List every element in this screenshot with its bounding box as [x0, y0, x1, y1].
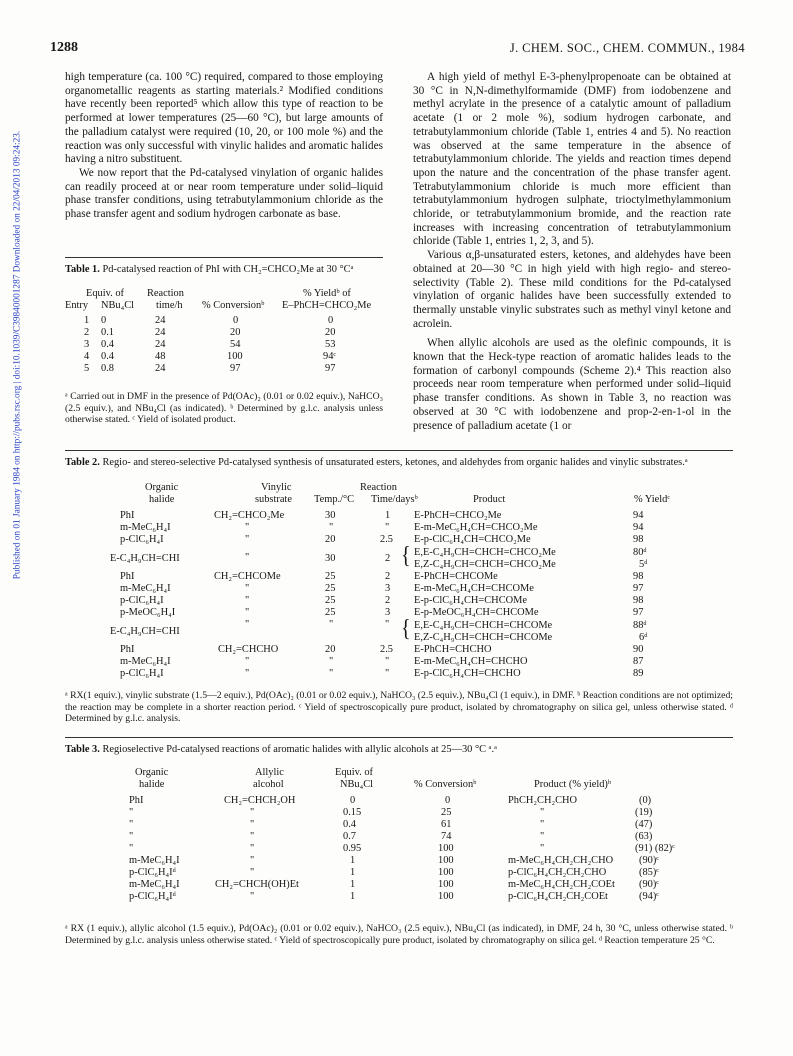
table3-header-halide: halide: [139, 779, 165, 790]
table2-cell-yield: 97: [633, 607, 644, 618]
table1-cell: 24: [155, 315, 166, 326]
table1-cell: 94ᶜ: [323, 351, 337, 362]
table2-cell-product: E-p-ClC₆H₄CH=CHCOMe: [414, 595, 527, 606]
table2-cell-halide: m-MeC₆H₄I: [120, 656, 171, 667]
table3-cell-product: PhCH₂CH₂CHO: [508, 795, 578, 806]
table2-header-temp: Temp./°C: [314, 494, 355, 505]
table2-cell-temp: 20: [325, 534, 336, 545]
right-column-text: [413, 71, 731, 433]
table2-cell-substrate: ": [245, 607, 250, 618]
table2-cell-product: E,E-C₄H₉CH=CHCH=CHCOMe: [414, 620, 553, 631]
table1-header-reaction: Reaction: [147, 288, 184, 299]
table3-cell-alcohol: ": [250, 831, 255, 842]
table2-cell-substrate: ": [245, 668, 250, 679]
table3-cell-yield: (91) (82)ᶜ: [635, 843, 675, 854]
table2-cell-yield: 98: [633, 571, 644, 582]
table1-cell: 2: [84, 327, 90, 338]
table3-cell-equiv: 0: [350, 795, 356, 806]
table3-header-organic: Organic: [135, 767, 169, 778]
table2-footnote: ᵃ RX(1 equiv.), vinylic substrate (1.5—2 equiv.), Pd(OAc)₂ (0.01 or 0.02 equiv.), NaHCO₃ (2.5 equiv.), NBu₄Cl (1 equiv.), in DMF. ᵇ Reaction conditions are not optimized; the reaction may be complete in a shorter reaction period. ᶜ Yield of spectroscopically pure product, isolated by chromatography on silica gel, unless otherwise stated. ᵈ Determined by g.l.c. analysis.: [65, 690, 733, 725]
table2-header-halide: halide: [149, 494, 175, 505]
table3-cell-equiv: 0.95: [343, 843, 362, 854]
table1-header-time: time/h: [156, 300, 183, 311]
table2-cell-temp: 25: [325, 595, 336, 606]
table2-cell-temp: 25: [325, 583, 336, 594]
table3-header-allylic: Allylic: [255, 767, 284, 778]
table3-caption-text: Regioselective Pd-catalysed reactions of aromatic halides with allylic alcohols at 25—30 °C ᵃ.ᵃ: [99, 744, 497, 755]
journal-title: J. CHEM. SOC., CHEM. COMMUN., 1984: [509, 41, 745, 55]
table3-header-alcohol: alcohol: [253, 779, 284, 790]
table2-cell-yield: 87: [633, 656, 644, 667]
table2-caption-label: Table 2.: [65, 457, 100, 468]
right-paragraph-3: When allylic alcohols are used as the olefinic compounds, it is known that the Heck-type reaction of aromatic halides leads to the formation of carbonyl compounds (Scheme 2).⁴ This reaction also proceeds near room temperature when performed under solid–liquid phase transfer conditions. As shown in Table 3, no reaction was observed at 30 °C with iodobenzene and prop-2-en-1-ol in the presence of palladium acetate (1 or: [413, 337, 731, 432]
table3-cell-equiv: 0.7: [343, 831, 356, 842]
table2-cell-temp: 25: [325, 607, 336, 618]
table3-cell-alcohol: ": [250, 855, 255, 866]
table3-cell-alcohol: ": [250, 843, 255, 854]
table1-caption-label: Table 1.: [65, 264, 100, 275]
table2-caption: [65, 457, 733, 470]
table3-cell-halide: PhI: [129, 795, 144, 806]
table3-cell-yield: (94)ᶜ: [639, 891, 659, 902]
table2-header-product: Product: [473, 494, 506, 505]
table2-cell-product-b: E,Z-C₄H₉CH=CHCH=CHCOMe: [414, 632, 553, 643]
table3-header-conversion: % Conversionᵇ: [414, 779, 477, 790]
table2-cell-halide: E-C₄H₉CH=CHI: [110, 553, 180, 564]
table3-cell-conversion: 100: [438, 843, 454, 854]
table3-cell-yield: (19): [635, 807, 653, 818]
table1-cell: 48: [155, 351, 166, 362]
table2-cell-halide: p-MeOC₆H₄I: [120, 607, 176, 618]
table1-cell: 53: [325, 339, 336, 350]
table3-cell-conversion: 74: [441, 831, 452, 842]
table2-cell-time: 2: [385, 595, 391, 606]
table3-cell-yield: (0): [639, 795, 652, 806]
right-paragraph-1: A high yield of methyl E-3-phenylpropenoate can be obtained at 30 °C in N,N-dimethylformamide (DMF) from iodobenzene and methyl acrylate in the presence of a catalytic amount of palladium acetate (1 or 2 mole %), sodium hydrogen carbonate, and tetrabutylammonium chloride (Table 1, entries 4 and 5). No reaction was observed at the same temperature in the absence of tetrabutylammonium chloride. The yields and reaction times depend upon the nature and the concentration of the phase transfer agent. Tetrabutylammonium chloride is much more efficient than tetrabutylammonium hydrogen sulphate, trioctylmethylammonium chloride, or tetrabutylammonium bromide, and the reaction rate increases with increasing concentration of tetrabutylammonium chloride (Table 1, entries 1, 2, 3, and 5).: [413, 71, 731, 248]
table1-header-conversion: % Conversionᵇ: [202, 300, 265, 311]
table3-cell-product: p-ClC₆H₄CH₂CH₂CHO: [508, 867, 607, 878]
table1-header-yield: % Yieldᵇ of: [303, 288, 351, 299]
table2-cell-product: E-PhCH=CHCO₂Me: [414, 510, 502, 521]
table2-cell-product: E-m-MeC₆H₄CH=CHCO₂Me: [414, 522, 538, 533]
table1-cell: 0.1: [101, 327, 114, 338]
table2-cell-halide: m-MeC₆H₄I: [120, 583, 171, 594]
table1-cell: 3: [84, 339, 90, 350]
table2-cell-time: 2: [385, 553, 391, 564]
table2-cell-time: 2.5: [380, 644, 393, 655]
table2-cell-halide: m-MeC₆H₄I: [120, 522, 171, 533]
right-paragraph-2: Various α,β-unsaturated esters, ketones, and aldehydes have been obtained at 20—30 °C in high yield with high regio- and stereo-selectivity (Table 2). These mild conditions for the Pd-catalysed vinylation of organic halides have been successfully extended to thermally unstable vinylic substrates such as methyl vinyl ketone and acrolein.: [413, 249, 731, 330]
table3-cell-conversion: 100: [438, 867, 454, 878]
table2-cell-yield: 94: [633, 522, 644, 533]
table2-cell-yield: 80ᵈ: [633, 547, 647, 558]
table1-cell: 20: [230, 327, 241, 338]
table2-cell-substrate: ": [245, 534, 250, 545]
table2-cell-substrate: ": [245, 552, 250, 563]
table3-footnote: ᵃ RX (1 equiv.), allylic alcohol (1.5 equiv.), Pd(OAc)₂ (0.01 or 0.02 equiv.), NaHCO₃ (2.5 equiv.), NBu₄Cl (as indicated), in DMF, 24 h, 30 °C, unless otherwise stated. ᵇ Determined by g.l.c. analysis unless otherwise stated. ᶜ Yield of spectroscopically pure product, isolated by chromatography on silica gel. ᵈ Reaction temperature 25 °C.: [65, 923, 733, 946]
table3-cell-product: ": [540, 819, 545, 830]
table2-cell-time: ": [385, 656, 390, 667]
table3-cell-yield: (85)ᶜ: [639, 867, 659, 878]
table3-cell-product: m-MeC₆H₄CH₂CH₂COEt: [508, 879, 615, 890]
table3-cell-equiv: 1: [350, 879, 356, 890]
table2-cell-halide: p-ClC₆H₄I: [120, 668, 164, 679]
table3-cell-conversion: 100: [438, 879, 454, 890]
table2-cell-time: 3: [385, 583, 391, 594]
table1-header-entry: Entry: [65, 300, 89, 311]
table3-cell-alcohol: ": [250, 819, 255, 830]
download-notice-sidebar: [4, 120, 32, 590]
table1-header-nbu4cl: NBu₄Cl: [101, 300, 135, 311]
table1-cell: 0: [233, 315, 239, 326]
table3-cell-halide: p-ClC₆H₄Iᵈ: [129, 891, 176, 902]
table2-cell-halide: E-C₄H₉CH=CHI: [110, 626, 180, 637]
table2-cell-yield: 94: [633, 510, 644, 521]
table2-cell-product: E-p-ClC₆H₄CH=CHCO₂Me: [414, 534, 531, 545]
table1-cell: 100: [227, 351, 243, 362]
table3-cell-halide: m-MeC₆H₄I: [129, 855, 180, 866]
left-column-text: [65, 71, 383, 222]
table3-cell-halide: ": [129, 807, 134, 818]
table3-cell-halide: ": [129, 819, 134, 830]
table1-cell: 1: [84, 315, 90, 326]
table2-cell-yield: 90: [633, 644, 644, 655]
table2-cell-halide: p-ClC₆H₄I: [120, 534, 164, 545]
table2-header-yield: % Yieldᶜ: [634, 494, 671, 505]
table3: [65, 767, 733, 907]
table2-cell-yield-b: 5ᵈ: [639, 559, 648, 570]
table1-cell: 0.4: [101, 339, 114, 350]
table3-cell-halide: m-MeC₆H₄I: [129, 879, 180, 890]
table2-cell-product: E-m-MeC₆H₄CH=CHCHO: [414, 656, 528, 667]
table3-cell-halide: p-ClC₆H₄Iᵈ: [129, 867, 176, 878]
table2-cell-product-b: E,Z-C₄H₉CH=CHCH=CHCO₂Me: [414, 559, 556, 570]
table3-caption-label: Table 3.: [65, 744, 100, 755]
table1-cell: 0.4: [101, 351, 114, 362]
table2-cell-halide: PhI: [120, 644, 135, 655]
table2-cell-substrate: ": [245, 619, 250, 630]
table2-cell-time: 2: [385, 571, 391, 582]
table3-cell-equiv: 0.15: [343, 807, 362, 818]
table3-caption: [65, 744, 733, 757]
table3-cell-halide: ": [129, 831, 134, 842]
table2-cell-time: 1: [385, 510, 391, 521]
table3-cell-conversion: 0: [445, 795, 451, 806]
table2-cell-substrate: CH₂=CHCOMe: [214, 571, 281, 582]
table2-cell-yield: 97: [633, 583, 644, 594]
table3-cell-product: p-ClC₆H₄CH₂CH₂COEt: [508, 891, 608, 902]
table3-cell-yield: (90)ᶜ: [639, 855, 659, 866]
table2-header-reaction: Reaction: [360, 482, 397, 493]
table2-cell-temp: 20: [325, 644, 336, 655]
table3-cell-yield: (90)ᶜ: [639, 879, 659, 890]
page-number: 1288: [50, 40, 78, 55]
table3-top-rule: [65, 737, 733, 738]
table3-header-nbu4cl: NBu₄Cl: [340, 779, 374, 790]
left-paragraph-1: high temperature (ca. 100 °C) required, compared to those employing organometallic reagents as starting materials.² Modified conditions have recently been reported⁵ which allow this type of reaction to be performed at lower temperatures (25—60 °C), but large amounts of the palladium catalyst were required (10, 20, or 100 mole %) and the reaction was only successful with vinylic halides and aromatic halides having a nitro substituent.: [65, 71, 383, 166]
table2-cell-substrate: ": [245, 522, 250, 533]
table1-cell: 0: [101, 315, 107, 326]
table2-cell-time: ": [385, 668, 390, 679]
table2-cell-temp: ": [329, 656, 334, 667]
table3-cell-yield: (47): [635, 819, 653, 830]
table2-cell-product: E-PhCH=CHCOMe: [414, 571, 498, 582]
table3-cell-conversion: 100: [438, 891, 454, 902]
table2-cell-product: E-m-MeC₆H₄CH=CHCOMe: [414, 583, 534, 594]
table3-cell-equiv: 0.4: [343, 819, 356, 830]
table2-cell-time: ": [385, 619, 390, 630]
table3-cell-conversion: 100: [438, 855, 454, 866]
table3-cell-equiv: 1: [350, 891, 356, 902]
table2-cell-halide: PhI: [120, 571, 135, 582]
table2-cell-temp: ": [329, 619, 334, 630]
table1-cell: 97: [230, 363, 241, 374]
table1-cell: 5: [84, 363, 90, 374]
table1-cell: 54: [230, 339, 241, 350]
table3-cell-conversion: 61: [441, 819, 452, 830]
table2-cell-product: E-p-ClC₆H₄CH=CHCHO: [414, 668, 521, 679]
table2-cell-temp: 30: [325, 553, 336, 564]
table2-header-organic: Organic: [145, 482, 179, 493]
table2-cell-substrate: ": [245, 656, 250, 667]
table2-cell-halide: PhI: [120, 510, 135, 521]
table2-top-rule: [65, 450, 733, 451]
table2-cell-substrate: ": [245, 583, 250, 594]
table3-cell-conversion: 25: [441, 807, 452, 818]
table2-header-substrate: substrate: [255, 494, 292, 505]
table1-cell: 4: [84, 351, 90, 362]
table1-caption-text: Pd-catalysed reaction of PhI with CH₂=CHCO₂Me at 30 °Cᵃ: [99, 264, 354, 275]
table3-cell-product: ": [540, 807, 545, 818]
table1-cell: 20: [325, 327, 336, 338]
table1-cell: 24: [155, 327, 166, 338]
table2-cell-product: E-p-MeOC₆H₄CH=CHCOMe: [414, 607, 539, 618]
table2-cell-time: 3: [385, 607, 391, 618]
table2-brace: {: [401, 615, 411, 643]
table1-top-rule: [65, 257, 383, 258]
table2-header-time: Time/daysᵇ: [371, 494, 418, 505]
table3-cell-alcohol: ": [250, 891, 255, 902]
table2-cell-substrate: CH₂=CHCHO: [218, 644, 279, 655]
table3-cell-alcohol: ": [250, 807, 255, 818]
table1: [65, 288, 383, 388]
table1-footnote: ᵃ Carried out in DMF in the presence of Pd(OAc)₂ (0.01 or 0.02 equiv.), NaHCO₃ (2.5 equiv.), and NBu₄Cl (as indicated). ᵇ Determined by g.l.c. analysis unless otherwise stated. ᶜ Yield of isolated product.: [65, 391, 383, 426]
table3-cell-equiv: 1: [350, 855, 356, 866]
table2-cell-time: ": [385, 522, 390, 533]
table2-cell-yield: 88ᵈ: [633, 620, 647, 631]
download-notice-text: Published on 01 January 1984 on http://pubs.rsc.org | doi:10.1039/C39840001287 Downloaded on 22/04/2013 09:24:23.: [12, 130, 23, 580]
table2-cell-substrate: CH₂=CHCO₂Me: [214, 510, 285, 521]
table3-cell-product: m-MeC₆H₄CH₂CH₂CHO: [508, 855, 614, 866]
table3-cell-product: ": [540, 831, 545, 842]
table2-cell-temp: 25: [325, 571, 336, 582]
table1-cell: 0.8: [101, 363, 114, 374]
table2-cell-yield: 89: [633, 668, 644, 679]
table3-cell-equiv: 1: [350, 867, 356, 878]
table1-cell: 97: [325, 363, 336, 374]
table3-cell-alcohol: ": [250, 867, 255, 878]
table1-caption: [65, 264, 383, 277]
table2-caption-text: Regio- and stereo-selective Pd-catalysed synthesis of unsaturated esters, ketones, and aldehydes from organic halides and vinylic substrates.ᵃ: [99, 457, 688, 468]
table2-cell-product: E-PhCH=CHCHO: [414, 644, 492, 655]
table3-header-product: Product (% yield)ᵇ: [534, 779, 612, 790]
table2-cell-yield: 98: [633, 534, 644, 545]
table2-brace: {: [401, 542, 411, 570]
table2-cell-product: E,E-C₄H₉CH=CHCH=CHCO₂Me: [414, 547, 556, 558]
table2: [65, 482, 733, 679]
table2-cell-yield: 98: [633, 595, 644, 606]
table2-cell-yield-b: 6ᵈ: [639, 632, 648, 643]
table2-cell-halide: p-ClC₆H₄I: [120, 595, 164, 606]
table1-cell: 24: [155, 363, 166, 374]
left-paragraph-2: We now report that the Pd-catalysed vinylation of organic halides can readily proceed at or near room temperature under solid–liquid phase transfer conditions, using tetrabutylammonium chloride as the phase transfer agent and sodium hydrogen carbonate as base.: [65, 166, 383, 221]
table2-cell-time: 2.5: [380, 534, 393, 545]
table2-cell-substrate: ": [245, 595, 250, 606]
table1-cell: 24: [155, 339, 166, 350]
table3-cell-halide: ": [129, 843, 134, 854]
table2-cell-temp: 30: [325, 510, 336, 521]
table3-cell-yield: (63): [635, 831, 653, 842]
table1-header-product: E–PhCH=CHCO₂Me: [282, 300, 372, 311]
table3-cell-alcohol: CH₂=CHCH₂OH: [224, 795, 296, 806]
table1-header-equiv: Equiv. of: [86, 288, 124, 299]
table2-header-vinylic: Vinylic: [261, 482, 292, 493]
table3-header-equiv: Equiv. of: [335, 767, 373, 778]
table2-cell-temp: ": [329, 668, 334, 679]
table3-cell-alcohol: CH₂=CHCH(OH)Et: [215, 879, 299, 890]
table1-cell: 0: [328, 315, 334, 326]
table3-cell-product: ": [540, 843, 545, 854]
table2-cell-temp: ": [329, 522, 334, 533]
